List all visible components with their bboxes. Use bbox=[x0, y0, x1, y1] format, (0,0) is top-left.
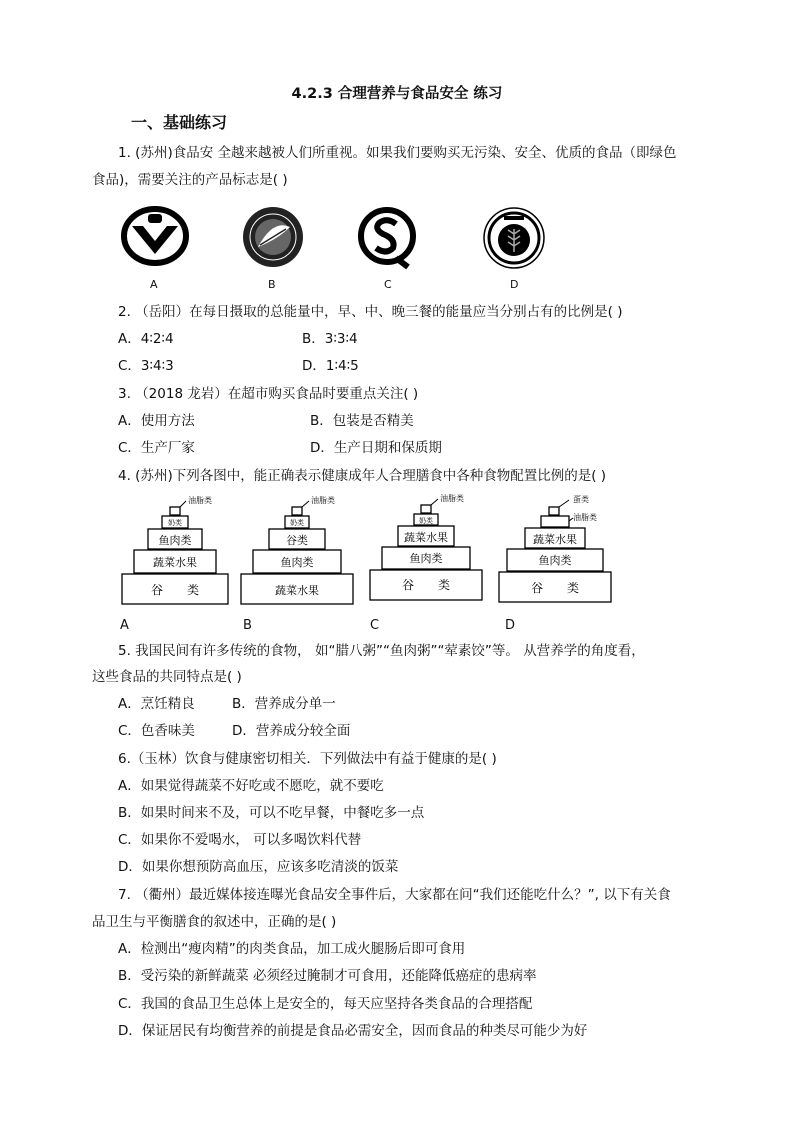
q1-stem-line1: 1. (苏州)食品安 全越来越被人们所重视。如果我们要购买无污染、安全、优质的食品（即绿色 bbox=[118, 145, 677, 161]
pyramid-c-meat: 鱼肉类 bbox=[409, 552, 443, 565]
q5-stem-line2: 这些食品的共同特点是( ) bbox=[92, 669, 242, 685]
q3-option-a: A．使用方法 bbox=[118, 413, 195, 429]
q6-option-d: D．如果你想预防高血压，应该多吃清淡的饭菜 bbox=[118, 859, 399, 875]
pyramid-a bbox=[120, 494, 232, 606]
q7-stem-line2: 品卫生与平衡膳食的叙述中，正确的是( ) bbox=[92, 914, 337, 930]
q2-option-d: D．1∶4∶5 bbox=[302, 358, 359, 374]
q7-option-b: B．受污染的新鲜蔬菜 必须经过腌制才可食用，还能降低癌症的患病率 bbox=[118, 968, 537, 984]
q6-option-b: B．如果时间来不及，可以不吃早餐，中餐吃多一点 bbox=[118, 805, 425, 821]
q7-option-c: C．我国的食品卫生总体上是安全的，每天应坚持各类食品的合理搭配 bbox=[118, 996, 533, 1012]
q6-option-a: A．如果觉得蔬菜不好吃或不愿吃，就不要吃 bbox=[118, 778, 384, 794]
pyramid-b-meat: 鱼肉类 bbox=[280, 556, 314, 569]
pyramid-c-grain: 谷 类 bbox=[401, 578, 451, 592]
q2-option-a: A．4∶2∶4 bbox=[118, 331, 174, 347]
q7-stem-line1: 7. （衢州）最近媒体接连曝光食品安全事件后，大家都在问“我们还能吃什么？”, 以下有关食 bbox=[118, 887, 671, 903]
q5-option-d: D．营养成分较全面 bbox=[232, 723, 351, 739]
pyramid-b-oil: 油脂类 bbox=[311, 496, 335, 505]
pyramid-a-grain: 谷 类 bbox=[150, 583, 200, 597]
pyramid-b-veg: 蔬菜水果 bbox=[275, 584, 319, 597]
q6-stem: 6.（玉林）饮食与健康密切相关．下列做法中有益于健康的是( ) bbox=[118, 751, 497, 767]
q7-option-a: A．检测出“瘦肉精”的肉类食品，加工成火腿肠后即可食用 bbox=[118, 941, 466, 957]
q4-label-b: B bbox=[243, 618, 252, 633]
q3-option-b: B．包装是否精美 bbox=[310, 413, 414, 429]
q3-option-d: D．生产日期和保质期 bbox=[310, 440, 442, 456]
seal-logo-option-b bbox=[240, 205, 306, 269]
pyramid-d-oil: 油脂类 bbox=[573, 513, 597, 522]
pyramid-b bbox=[239, 494, 357, 606]
q5-option-b: B．营养成分单一 bbox=[232, 696, 336, 712]
section-heading: 一、基础练习 bbox=[131, 113, 228, 132]
pyramid-d-egg: 蛋类 bbox=[573, 495, 589, 504]
pyramid-d-meat: 鱼肉类 bbox=[538, 554, 572, 567]
green-food-logo-option-a bbox=[120, 206, 190, 266]
pyramid-c-oil: 油脂类 bbox=[440, 494, 464, 503]
pyramid-a-veg: 蔬菜水果 bbox=[153, 556, 197, 569]
q5-option-c: C．色香味美 bbox=[118, 723, 195, 739]
q7-option-d: D．保证居民有均衡营养的前提是食品必需安全，因而食品的种类尽可能少为好 bbox=[118, 1023, 588, 1039]
pyramid-a-meat: 鱼肉类 bbox=[158, 534, 192, 547]
pyramid-c bbox=[368, 492, 486, 604]
grain-logo-option-d bbox=[482, 207, 546, 269]
pyramid-b-grain: 谷类 bbox=[286, 534, 308, 547]
q3-option-c: C．生产厂家 bbox=[118, 440, 195, 456]
q1-label-a: A bbox=[150, 278, 158, 291]
page-title: 4.2.3 合理营养与食品安全 练习 bbox=[291, 86, 503, 102]
q4-label-a: A bbox=[120, 618, 129, 633]
pyramid-c-milk: 奶类 bbox=[419, 517, 433, 525]
q2-stem: 2. （岳阳）在每日摄取的总能量中，早、中、晚三餐的能量应当分别占有的比例是( ) bbox=[118, 304, 623, 320]
q1-stem-line2: 食品)，需要关注的产品标志是( ) bbox=[92, 172, 288, 188]
qs-logo-option-c bbox=[354, 204, 420, 270]
q4-stem: 4. (苏州)下列各图中，能正确表示健康成年人合理膳食中各种食物配置比例的是( ) bbox=[118, 468, 607, 484]
pyramid-b-milk: 奶类 bbox=[290, 519, 304, 527]
pyramid-a-oil: 油脂类 bbox=[188, 496, 212, 505]
q1-label-c: C bbox=[384, 278, 392, 291]
q1-label-b: B bbox=[268, 278, 276, 291]
pyramid-d-grain: 谷 类 bbox=[530, 581, 580, 595]
q2-option-b: B．3∶3∶4 bbox=[302, 331, 358, 347]
q6-option-c: C．如果你不爱喝水， 可以多喝饮料代替 bbox=[118, 832, 362, 848]
q1-label-d: D bbox=[510, 278, 519, 291]
pyramid-d bbox=[497, 492, 615, 606]
pyramid-a-milk: 奶类 bbox=[168, 519, 182, 527]
q5-stem-line1: 5. 我国民间有许多传统的食物， 如“腊八粥”“鱼肉粥”“荤素饺”等。 从营养学的角度看， bbox=[118, 643, 645, 659]
pyramid-c-veg: 蔬菜水果 bbox=[404, 531, 448, 544]
q5-option-a: A．烹饪精良 bbox=[118, 696, 195, 712]
pyramid-d-veg: 蔬菜水果 bbox=[533, 533, 577, 546]
q4-label-c: C bbox=[370, 618, 380, 633]
q2-option-c: C．3∶4∶3 bbox=[118, 358, 174, 374]
q3-stem: 3. （2018 龙岩）在超市购买食品时要重点关注( ) bbox=[118, 386, 419, 402]
q4-label-d: D bbox=[505, 618, 516, 633]
